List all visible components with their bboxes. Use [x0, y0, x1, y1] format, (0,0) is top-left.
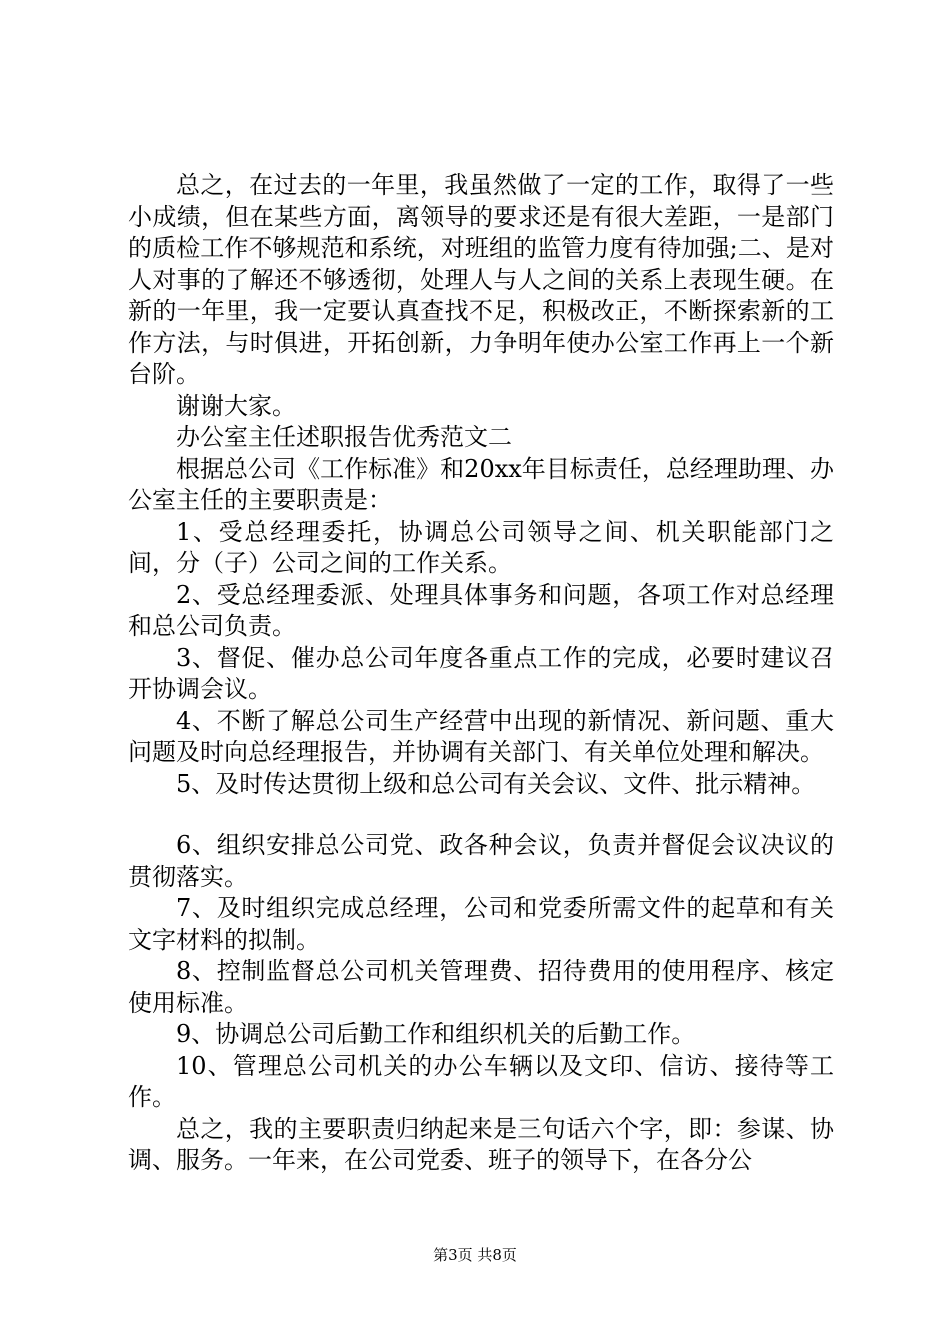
- duty-item-3: 3、督促、催办总公司年度各重点工作的完成，必要时建议召开协调会议。: [128, 643, 834, 703]
- duty-item-7: 7、及时组织完成总经理，公司和党委所需文件的起草和有关文字材料的拟制。: [128, 894, 834, 954]
- duty-item-1: 1、受总经理委托，协调总公司领导之间、机关职能部门之间，分（子）公司之间的工作关系。: [128, 517, 834, 577]
- document-body: [128, 170, 834, 1177]
- duty-item-4: 4、不断了解总公司生产经营中出现的新情况、新问题、重大问题及时向总经理报告，并协调有关部门、有关单位处理和解决。: [128, 706, 834, 766]
- page-footer: 第3页 共8页: [433, 1246, 517, 1264]
- section-heading: 办公室主任述职报告优秀范文二: [176, 423, 512, 451]
- paragraph-summary: 总之，在过去的一年里，我虽然做了一定的工作，取得了一些小成绩，但在某些方面，离领导的要求还是有很大差距，一是部门的质检工作不够规范和系统，对班组的监管力度有待加强;二、是对人对事的了解还不够透彻，处理人与人之间的关系上表现生硬。在新的一年里，我一定要认真查找不足，积极改正，不断探索新的工作方法，与时俱进，开拓创新，力争明年使办公室工作再上一个新台阶。: [128, 171, 834, 388]
- paragraph-conclusion: 总之，我的主要职责归纳起来是三句话六个字，即：参谋、协调、服务。一年来，在公司党委、班子的领导下，在各分公: [128, 1114, 834, 1174]
- duty-item-2: 2、受总经理委派、处理具体事务和问题，各项工作对总经理和总公司负责。: [128, 580, 834, 640]
- paragraph-intro: 根据总公司《工作标准》和20xx年目标责任，总经理助理、办公室主任的主要职责是：: [128, 454, 834, 514]
- duty-item-10: 10、管理总公司机关的办公车辆以及文印、信访、接待等工作。: [128, 1051, 834, 1111]
- duty-item-8: 8、控制监督总公司机关管理费、招待费用的使用程序、核定使用标准。: [128, 957, 834, 1017]
- duty-item-6: 6、组织安排总公司党、政各种会议，负责并督促会议决议的贯彻落实。: [128, 831, 834, 891]
- duty-item-9: 9、协调总公司后勤工作和组织机关的后勤工作。: [176, 1020, 696, 1048]
- paragraph-thanks: 谢谢大家。: [176, 391, 296, 420]
- duty-item-5: 5、及时传达贯彻上级和总公司有关会议、文件、批示精神。: [176, 769, 816, 798]
